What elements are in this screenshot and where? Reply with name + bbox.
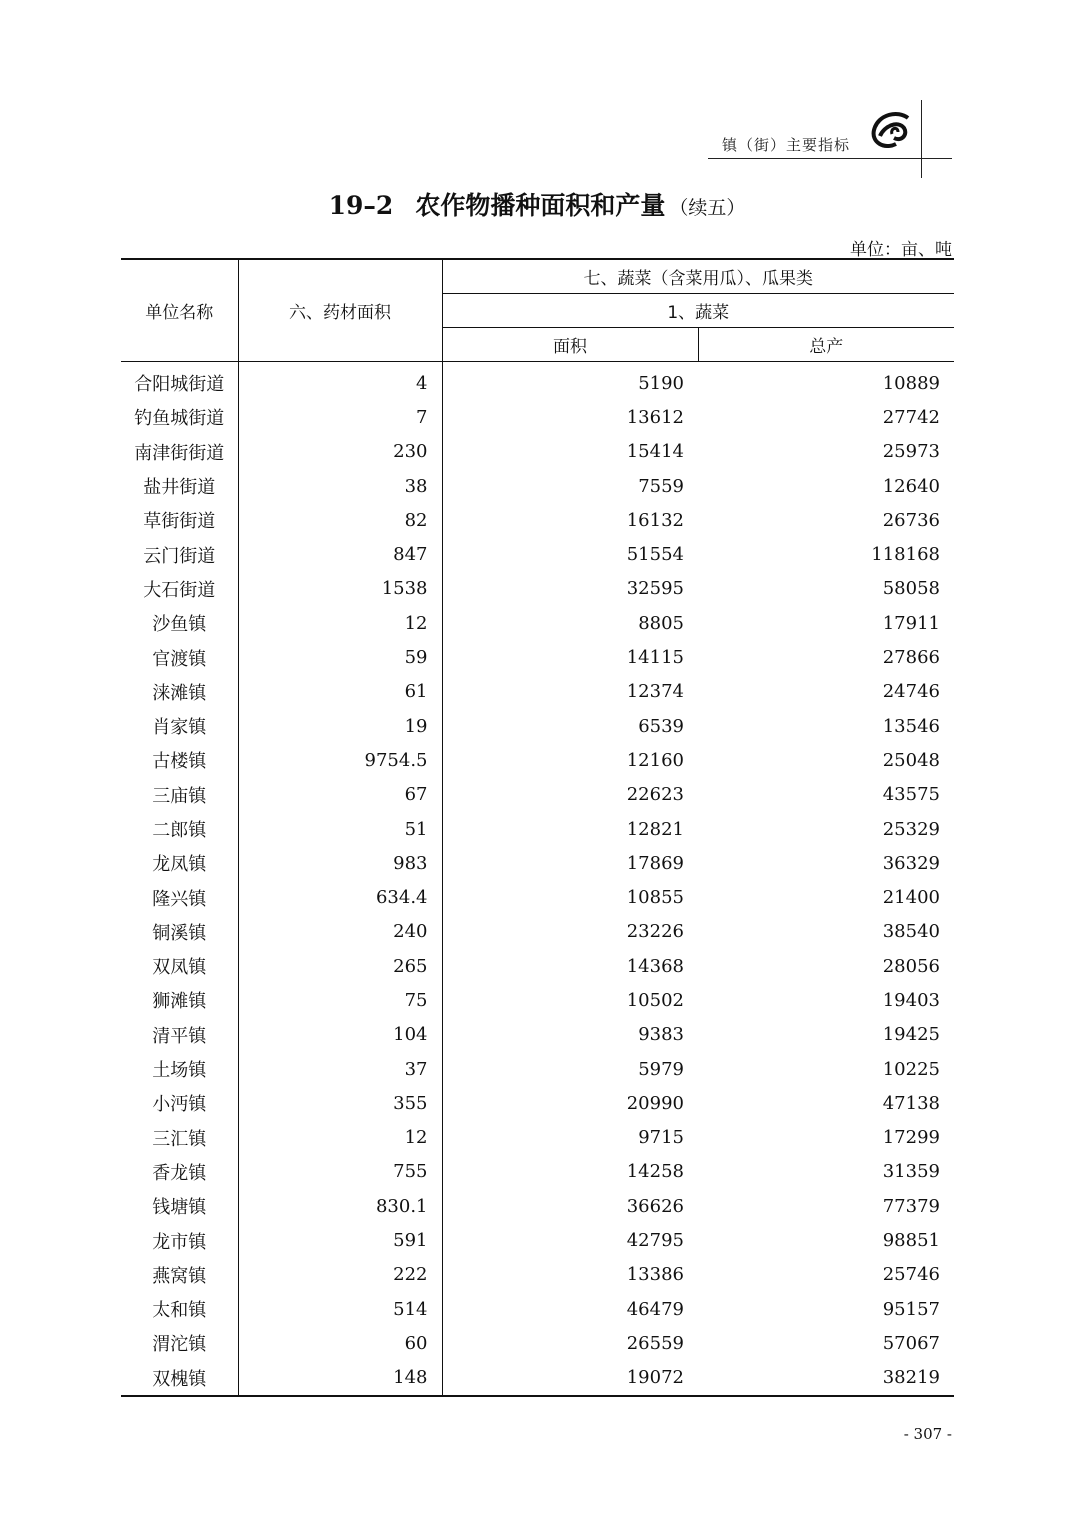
medicinal-area-cell: 75 — [238, 983, 442, 1017]
medicinal-area-cell: 1538 — [238, 572, 442, 606]
table-name: 农作物播种面积和产量 — [415, 191, 666, 220]
vegetable-area-cell: 9383 — [638, 1024, 684, 1046]
vegetable-production-cell: 31359 — [882, 1161, 940, 1183]
vegetable-production-cell: 25973 — [882, 441, 940, 463]
table-row — [121, 675, 954, 709]
header-production: 总产 — [698, 328, 954, 362]
table-row — [121, 1258, 954, 1292]
header-vegetable-group: 七、蔬菜（含菜用瓜）、瓜果类 — [442, 259, 954, 294]
vegetable-area-cell: 8805 — [638, 612, 684, 634]
medicinal-area-cell: 12 — [238, 1121, 442, 1155]
vegetable-area-cell: 6539 — [638, 715, 684, 737]
row-name-cell: 龙凤镇 — [121, 846, 238, 880]
vegetable-production-cell: 19403 — [882, 989, 940, 1011]
table-row — [121, 915, 954, 949]
vegetable-production-cell: 25746 — [882, 1264, 940, 1286]
table-row — [121, 1155, 954, 1189]
running-header-vertical-rule — [921, 100, 922, 178]
vegetable-production-cell: 25329 — [882, 818, 940, 840]
vegetable-production-cell: 118168 — [871, 544, 940, 566]
vegetable-area-cell: 16132 — [626, 509, 684, 531]
vegetable-production-cell: 21400 — [882, 887, 940, 909]
table-row — [121, 709, 954, 743]
medicinal-area-cell: 265 — [238, 949, 442, 983]
crop-table — [121, 258, 954, 1397]
table-row — [121, 1223, 954, 1257]
vegetable-production-cell: 47138 — [882, 1092, 940, 1114]
running-header — [700, 100, 960, 180]
vegetable-production-cell: 12640 — [882, 475, 940, 497]
medicinal-area-cell: 148 — [238, 1361, 442, 1396]
vegetable-area-cell: 42795 — [626, 1230, 684, 1252]
vegetable-production-cell: 13546 — [882, 715, 940, 737]
row-name-cell: 二郎镇 — [121, 812, 238, 846]
page-number: - 307 - — [903, 1425, 952, 1443]
vegetable-production-cell: 24746 — [882, 681, 940, 703]
header-unit-name: 单位名称 — [121, 259, 238, 362]
vegetable-area-cell: 14368 — [626, 955, 684, 977]
vegetable-area-cell: 36626 — [626, 1195, 684, 1217]
table-row — [121, 537, 954, 571]
vegetable-production-cell: 28056 — [882, 955, 940, 977]
medicinal-area-cell: 9754.5 — [238, 743, 442, 777]
spiral-logo-icon — [868, 106, 916, 154]
vegetable-area-cell: 15414 — [626, 441, 684, 463]
medicinal-area-cell: 230 — [238, 435, 442, 469]
table-row — [121, 400, 954, 434]
medicinal-area-cell: 104 — [238, 1018, 442, 1052]
table-row — [121, 503, 954, 537]
row-name-cell: 太和镇 — [121, 1292, 238, 1326]
table-row — [121, 1326, 954, 1360]
table-row — [121, 812, 954, 846]
table-title — [0, 186, 1074, 222]
row-name-cell: 南津街街道 — [121, 435, 238, 469]
medicinal-area-cell: 591 — [238, 1223, 442, 1257]
row-name-cell: 三庙镇 — [121, 778, 238, 812]
medicinal-area-cell: 240 — [238, 915, 442, 949]
row-name-cell: 云门街道 — [121, 537, 238, 571]
table-row — [121, 1018, 954, 1052]
vegetable-production-cell: 10225 — [882, 1058, 940, 1080]
table-row — [121, 606, 954, 640]
vegetable-production-cell: 38219 — [698, 1361, 954, 1396]
vegetable-area-cell: 7559 — [638, 475, 684, 497]
medicinal-area-cell: 51 — [238, 812, 442, 846]
row-name-cell: 草街街道 — [121, 503, 238, 537]
continued-note: （续五） — [669, 197, 746, 219]
vegetable-area-cell: 10855 — [626, 887, 684, 909]
vegetable-area-cell: 17869 — [626, 852, 684, 874]
medicinal-area-cell: 82 — [238, 503, 442, 537]
vegetable-production-cell: 27742 — [882, 406, 940, 428]
vegetable-area-cell: 13386 — [626, 1264, 684, 1286]
vegetable-area-cell: 10502 — [626, 989, 684, 1011]
row-name-cell: 大石街道 — [121, 572, 238, 606]
vegetable-area-cell: 46479 — [626, 1298, 684, 1320]
medicinal-area-cell: 755 — [238, 1155, 442, 1189]
vegetable-area-cell: 12160 — [626, 749, 684, 771]
medicinal-area-cell: 19 — [238, 709, 442, 743]
vegetable-production-cell: 17911 — [882, 612, 940, 634]
table-row — [121, 1292, 954, 1326]
medicinal-area-cell: 830.1 — [238, 1189, 442, 1223]
row-name-cell: 合阳城街道 — [121, 362, 238, 401]
vegetable-production-cell: 25048 — [882, 749, 940, 771]
table-row — [121, 949, 954, 983]
table-row — [121, 640, 954, 674]
vegetable-area-cell: 12821 — [626, 818, 684, 840]
row-name-cell: 盐井街道 — [121, 469, 238, 503]
vegetable-area-cell: 19072 — [442, 1361, 698, 1396]
table-row — [121, 743, 954, 777]
unit-note: 单位：亩、吨 — [850, 240, 952, 260]
vegetable-production-cell: 98851 — [882, 1230, 940, 1252]
table-row — [121, 846, 954, 880]
vegetable-area-cell: 9715 — [638, 1127, 684, 1149]
row-name-cell: 钱塘镇 — [121, 1189, 238, 1223]
medicinal-area-cell: 37 — [238, 1052, 442, 1086]
row-name-cell: 钓鱼城街道 — [121, 400, 238, 434]
row-name-cell: 三汇镇 — [121, 1121, 238, 1155]
medicinal-area-cell: 60 — [238, 1326, 442, 1360]
row-name-cell: 肖家镇 — [121, 709, 238, 743]
table-row — [121, 469, 954, 503]
table-row — [121, 1086, 954, 1120]
vegetable-production-cell: 26736 — [882, 509, 940, 531]
row-name-cell: 双槐镇 — [121, 1361, 238, 1396]
row-name-cell: 沙鱼镇 — [121, 606, 238, 640]
row-name-cell: 官渡镇 — [121, 640, 238, 674]
table-row — [121, 880, 954, 914]
vegetable-area-cell: 12374 — [626, 681, 684, 703]
medicinal-area-cell: 61 — [238, 675, 442, 709]
medicinal-area-cell: 59 — [238, 640, 442, 674]
row-name-cell: 隆兴镇 — [121, 880, 238, 914]
vegetable-production-cell: 77379 — [882, 1195, 940, 1217]
row-name-cell: 龙市镇 — [121, 1223, 238, 1257]
header-medicinal-area: 六、药材面积 — [238, 259, 442, 362]
vegetable-production-cell: 43575 — [882, 784, 940, 806]
medicinal-area-cell: 7 — [238, 400, 442, 434]
vegetable-production-cell: 58058 — [882, 578, 940, 600]
vegetable-area-cell: 14115 — [626, 647, 684, 669]
row-name-cell: 渭沱镇 — [121, 1326, 238, 1360]
row-name-cell: 香龙镇 — [121, 1155, 238, 1189]
vegetable-production-cell: 38540 — [882, 921, 940, 943]
vegetable-area-cell: 5979 — [638, 1058, 684, 1080]
vegetable-area-cell: 22623 — [626, 784, 684, 806]
medicinal-area-cell: 67 — [238, 778, 442, 812]
header-area: 面积 — [442, 328, 698, 362]
table-row — [121, 1052, 954, 1086]
vegetable-production-cell: 36329 — [882, 852, 940, 874]
header-vegetables: 1、蔬菜 — [442, 294, 954, 328]
table-number: 19–2 — [328, 191, 394, 220]
table-row — [121, 1189, 954, 1223]
vegetable-area-cell: 32595 — [626, 578, 684, 600]
medicinal-area-cell: 634.4 — [238, 880, 442, 914]
row-name-cell: 小沔镇 — [121, 1086, 238, 1120]
medicinal-area-cell: 847 — [238, 537, 442, 571]
table-row — [121, 572, 954, 606]
table-row — [121, 983, 954, 1017]
row-name-cell: 狮滩镇 — [121, 983, 238, 1017]
row-name-cell: 铜溪镇 — [121, 915, 238, 949]
table-row — [121, 1121, 954, 1155]
table-row — [121, 435, 954, 469]
medicinal-area-cell: 355 — [238, 1086, 442, 1120]
vegetable-area-cell: 20990 — [626, 1092, 684, 1114]
vegetable-area-cell: 14258 — [626, 1161, 684, 1183]
row-name-cell: 燕窝镇 — [121, 1258, 238, 1292]
vegetable-production-cell: 57067 — [882, 1332, 940, 1354]
medicinal-area-cell: 12 — [238, 606, 442, 640]
medicinal-area-cell: 4 — [238, 362, 442, 401]
running-header-rule — [708, 158, 952, 159]
vegetable-production-cell: 10889 — [882, 372, 940, 394]
row-name-cell: 清平镇 — [121, 1018, 238, 1052]
row-name-cell: 土场镇 — [121, 1052, 238, 1086]
vegetable-area-cell: 23226 — [626, 921, 684, 943]
vegetable-area-cell: 13612 — [626, 406, 684, 428]
medicinal-area-cell: 983 — [238, 846, 442, 880]
row-name-cell: 涞滩镇 — [121, 675, 238, 709]
medicinal-area-cell: 38 — [238, 469, 442, 503]
vegetable-production-cell: 95157 — [882, 1298, 940, 1320]
table-row — [121, 1361, 954, 1396]
vegetable-area-cell: 5190 — [638, 372, 684, 394]
table-row — [121, 362, 954, 401]
row-name-cell: 双凤镇 — [121, 949, 238, 983]
medicinal-area-cell: 514 — [238, 1292, 442, 1326]
table-row — [121, 778, 954, 812]
vegetable-area-cell: 26559 — [626, 1332, 684, 1354]
vegetable-production-cell: 17299 — [882, 1127, 940, 1149]
vegetable-production-cell: 27866 — [882, 647, 940, 669]
row-name-cell: 古楼镇 — [121, 743, 238, 777]
vegetable-production-cell: 19425 — [882, 1024, 940, 1046]
medicinal-area-cell: 222 — [238, 1258, 442, 1292]
vegetable-area-cell: 51554 — [626, 544, 684, 566]
running-header-text: 镇（街）主要指标 — [722, 136, 851, 154]
